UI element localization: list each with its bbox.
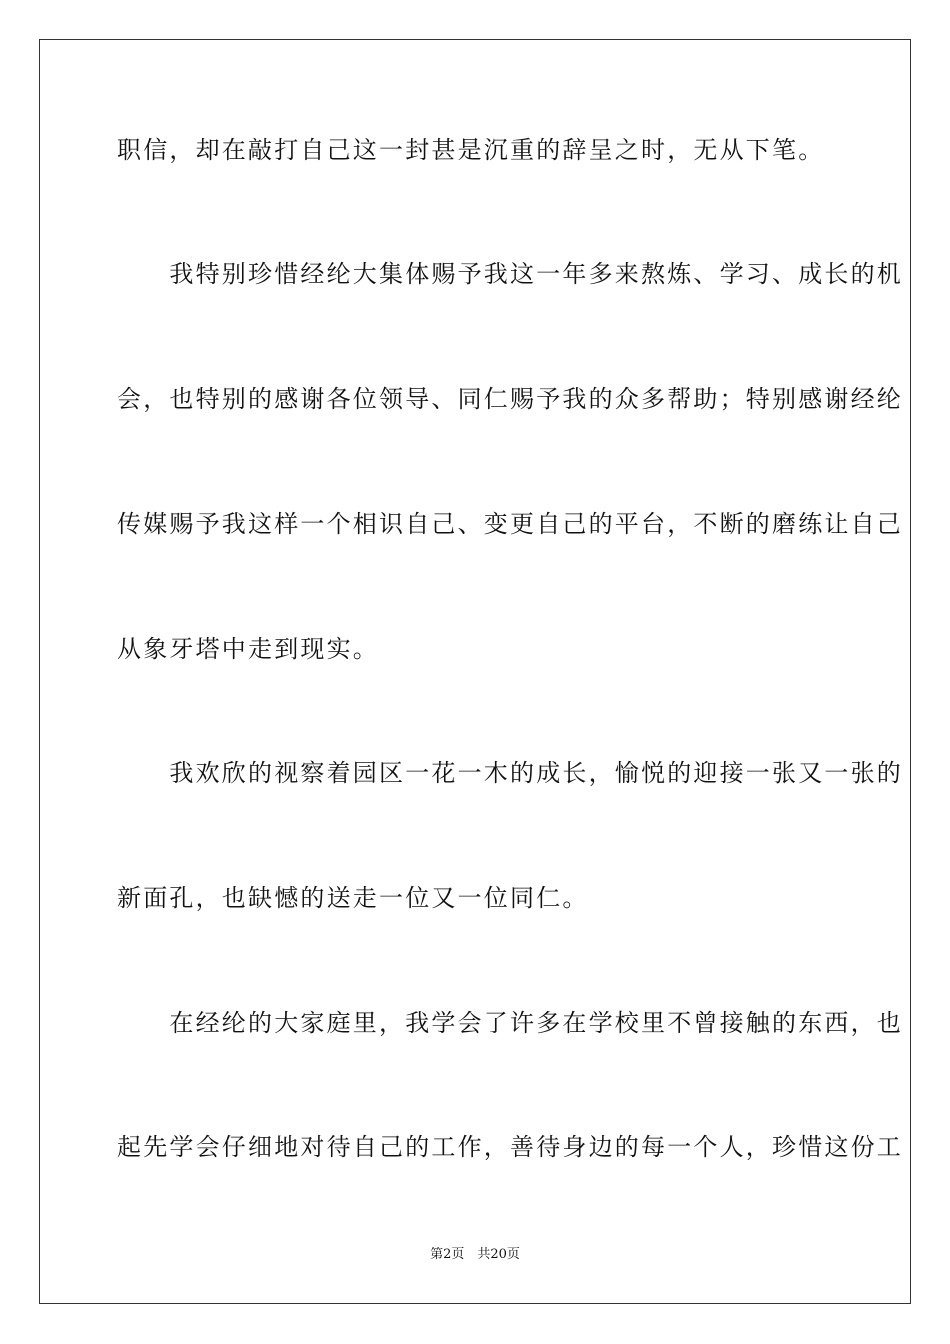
text-line: 传媒赐予我这样一个相识自己、变更自己的平台，不断的磨练让自己: [117, 510, 903, 538]
page-number-footer: 第2页 共20页: [430, 1247, 520, 1262]
text-line: 会，也特别的感谢各位领导、同仁赐予我的众多帮助；特别感谢经纶: [117, 385, 903, 413]
text-line: 在经纶的大家庭里，我学会了许多在学校里不曾接触的东西，也: [117, 1009, 903, 1037]
text-line: 我欢欣的视察着园区一花一木的成长，愉悦的迎接一张又一张的: [117, 759, 903, 787]
page-frame: [39, 39, 911, 1304]
text-line: 从象牙塔中走到现实。: [117, 635, 379, 663]
text-line: 我特别珍惜经纶大集体赐予我这一年多来熬炼、学习、成长的机: [117, 260, 903, 288]
text-line: 职信，却在敲打自己这一封甚是沉重的辞呈之时，无从下笔。: [117, 136, 825, 164]
text-line: 起先学会仔细地对待自己的工作，善待身边的每一个人，珍惜这份工: [117, 1133, 903, 1161]
text-line: 新面孔，也缺憾的送走一位又一位同仁。: [117, 884, 589, 912]
